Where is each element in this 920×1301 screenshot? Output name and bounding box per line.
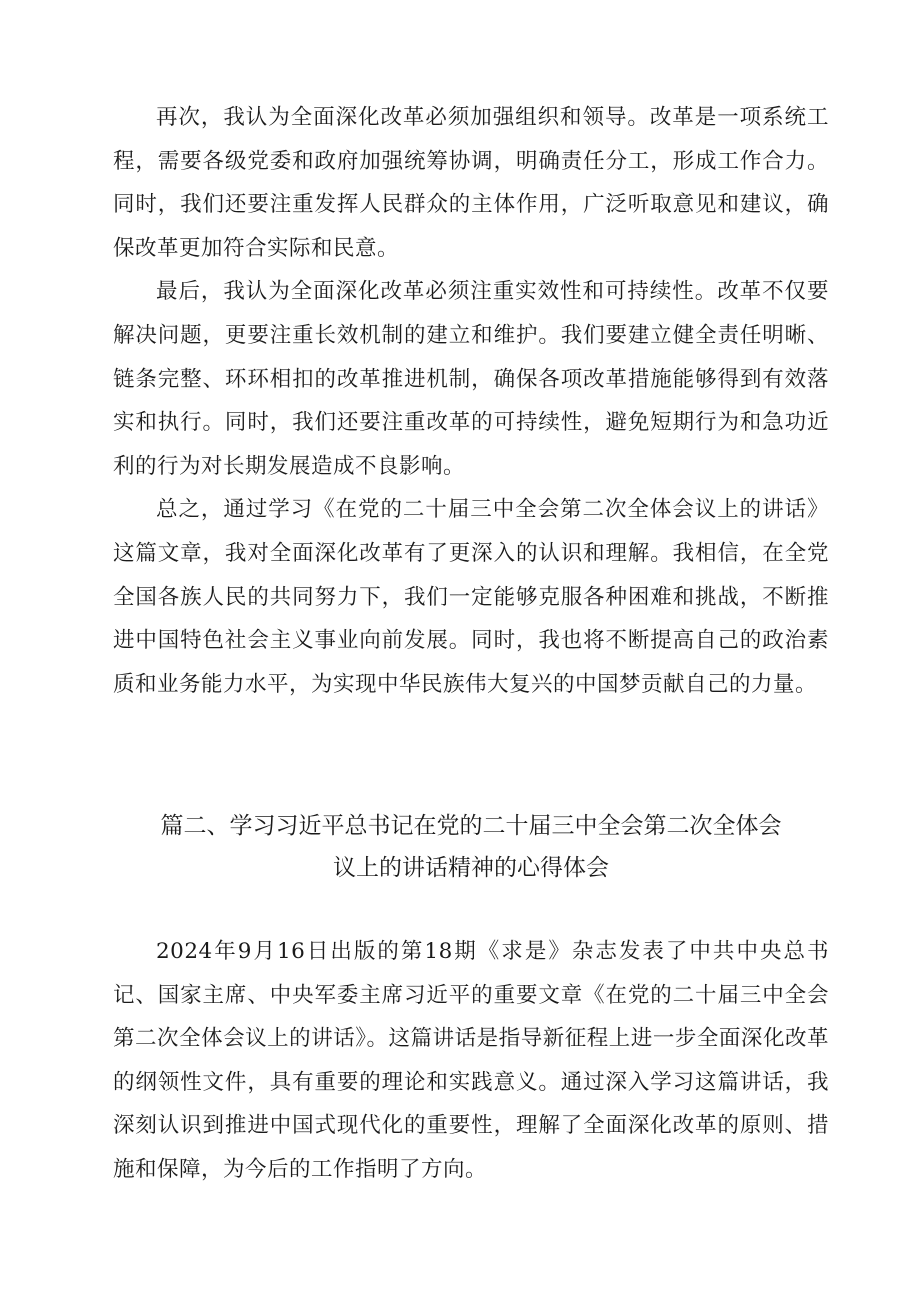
paragraph-effectiveness-sustainability: 最后，我认为全面深化改革必须注重实效性和可持续性。改革不仅要解决问题，更要注重长效机制的建立和维护。我们要建立健全责任明晰、链条完整、环环相扣的改革推进机制，确保各项改革措施能够得到有效落实和执行。同时，我们还要注重改革的可持续性，避免短期行为和急功近利的行为对长期发展造成不良影响。 — [113, 279, 829, 479]
paragraph-conclusion: 总之，通过学习《在党的二十届三中全会第二次全体会议上的讲话》这篇文章，我对全面深化改革有了更深入的认识和理解。我相信，在全党全国各族人民的共同努力下，我们一定能够克服各种困难和挑战，不断推进中国特色社会主义事业向前发展。同时，我也将不断提高自己的政治素质和业务能力水平，为实现中华民族伟大复兴的中国梦贡献自己的力量。 — [113, 497, 829, 697]
section-title — [113, 805, 829, 889]
paragraph-article-intro: 2024年9月16日出版的第18期《求是》杂志发表了中共中央总书记、国家主席、中央军委主席习近平的重要文章《在党的二十届三中全会第二次全体会议上的讲话》。这篇讲话是指导新征程上进一步全面深化改革的纲领性文件，具有重要的理论和实践意义。通过深入学习这篇讲话，我深刻认识到推进中国式现代化的重要性，理解了全面深化改革的原则、措施和保障，为今后的工作指明了方向。 — [113, 939, 829, 1182]
body-text-top — [113, 96, 829, 706]
body-text-bottom — [113, 930, 829, 1192]
section-title-line-2: 议上的讲话精神的心得体会 — [333, 855, 609, 881]
paragraph-organization-leadership: 再次，我认为全面深化改革必须加强组织和领导。改革是一项系统工程，需要各级党委和政府加强统筹协调，明确责任分工，形成工作合力。同时，我们还要注重发挥人民群众的主体作用，广泛听取意见和建议，确保改革更加符合实际和民意。 — [113, 105, 829, 261]
section-title-line-1: 篇二、学习习近平总书记在党的二十届三中全会第二次全体会 — [160, 813, 782, 839]
